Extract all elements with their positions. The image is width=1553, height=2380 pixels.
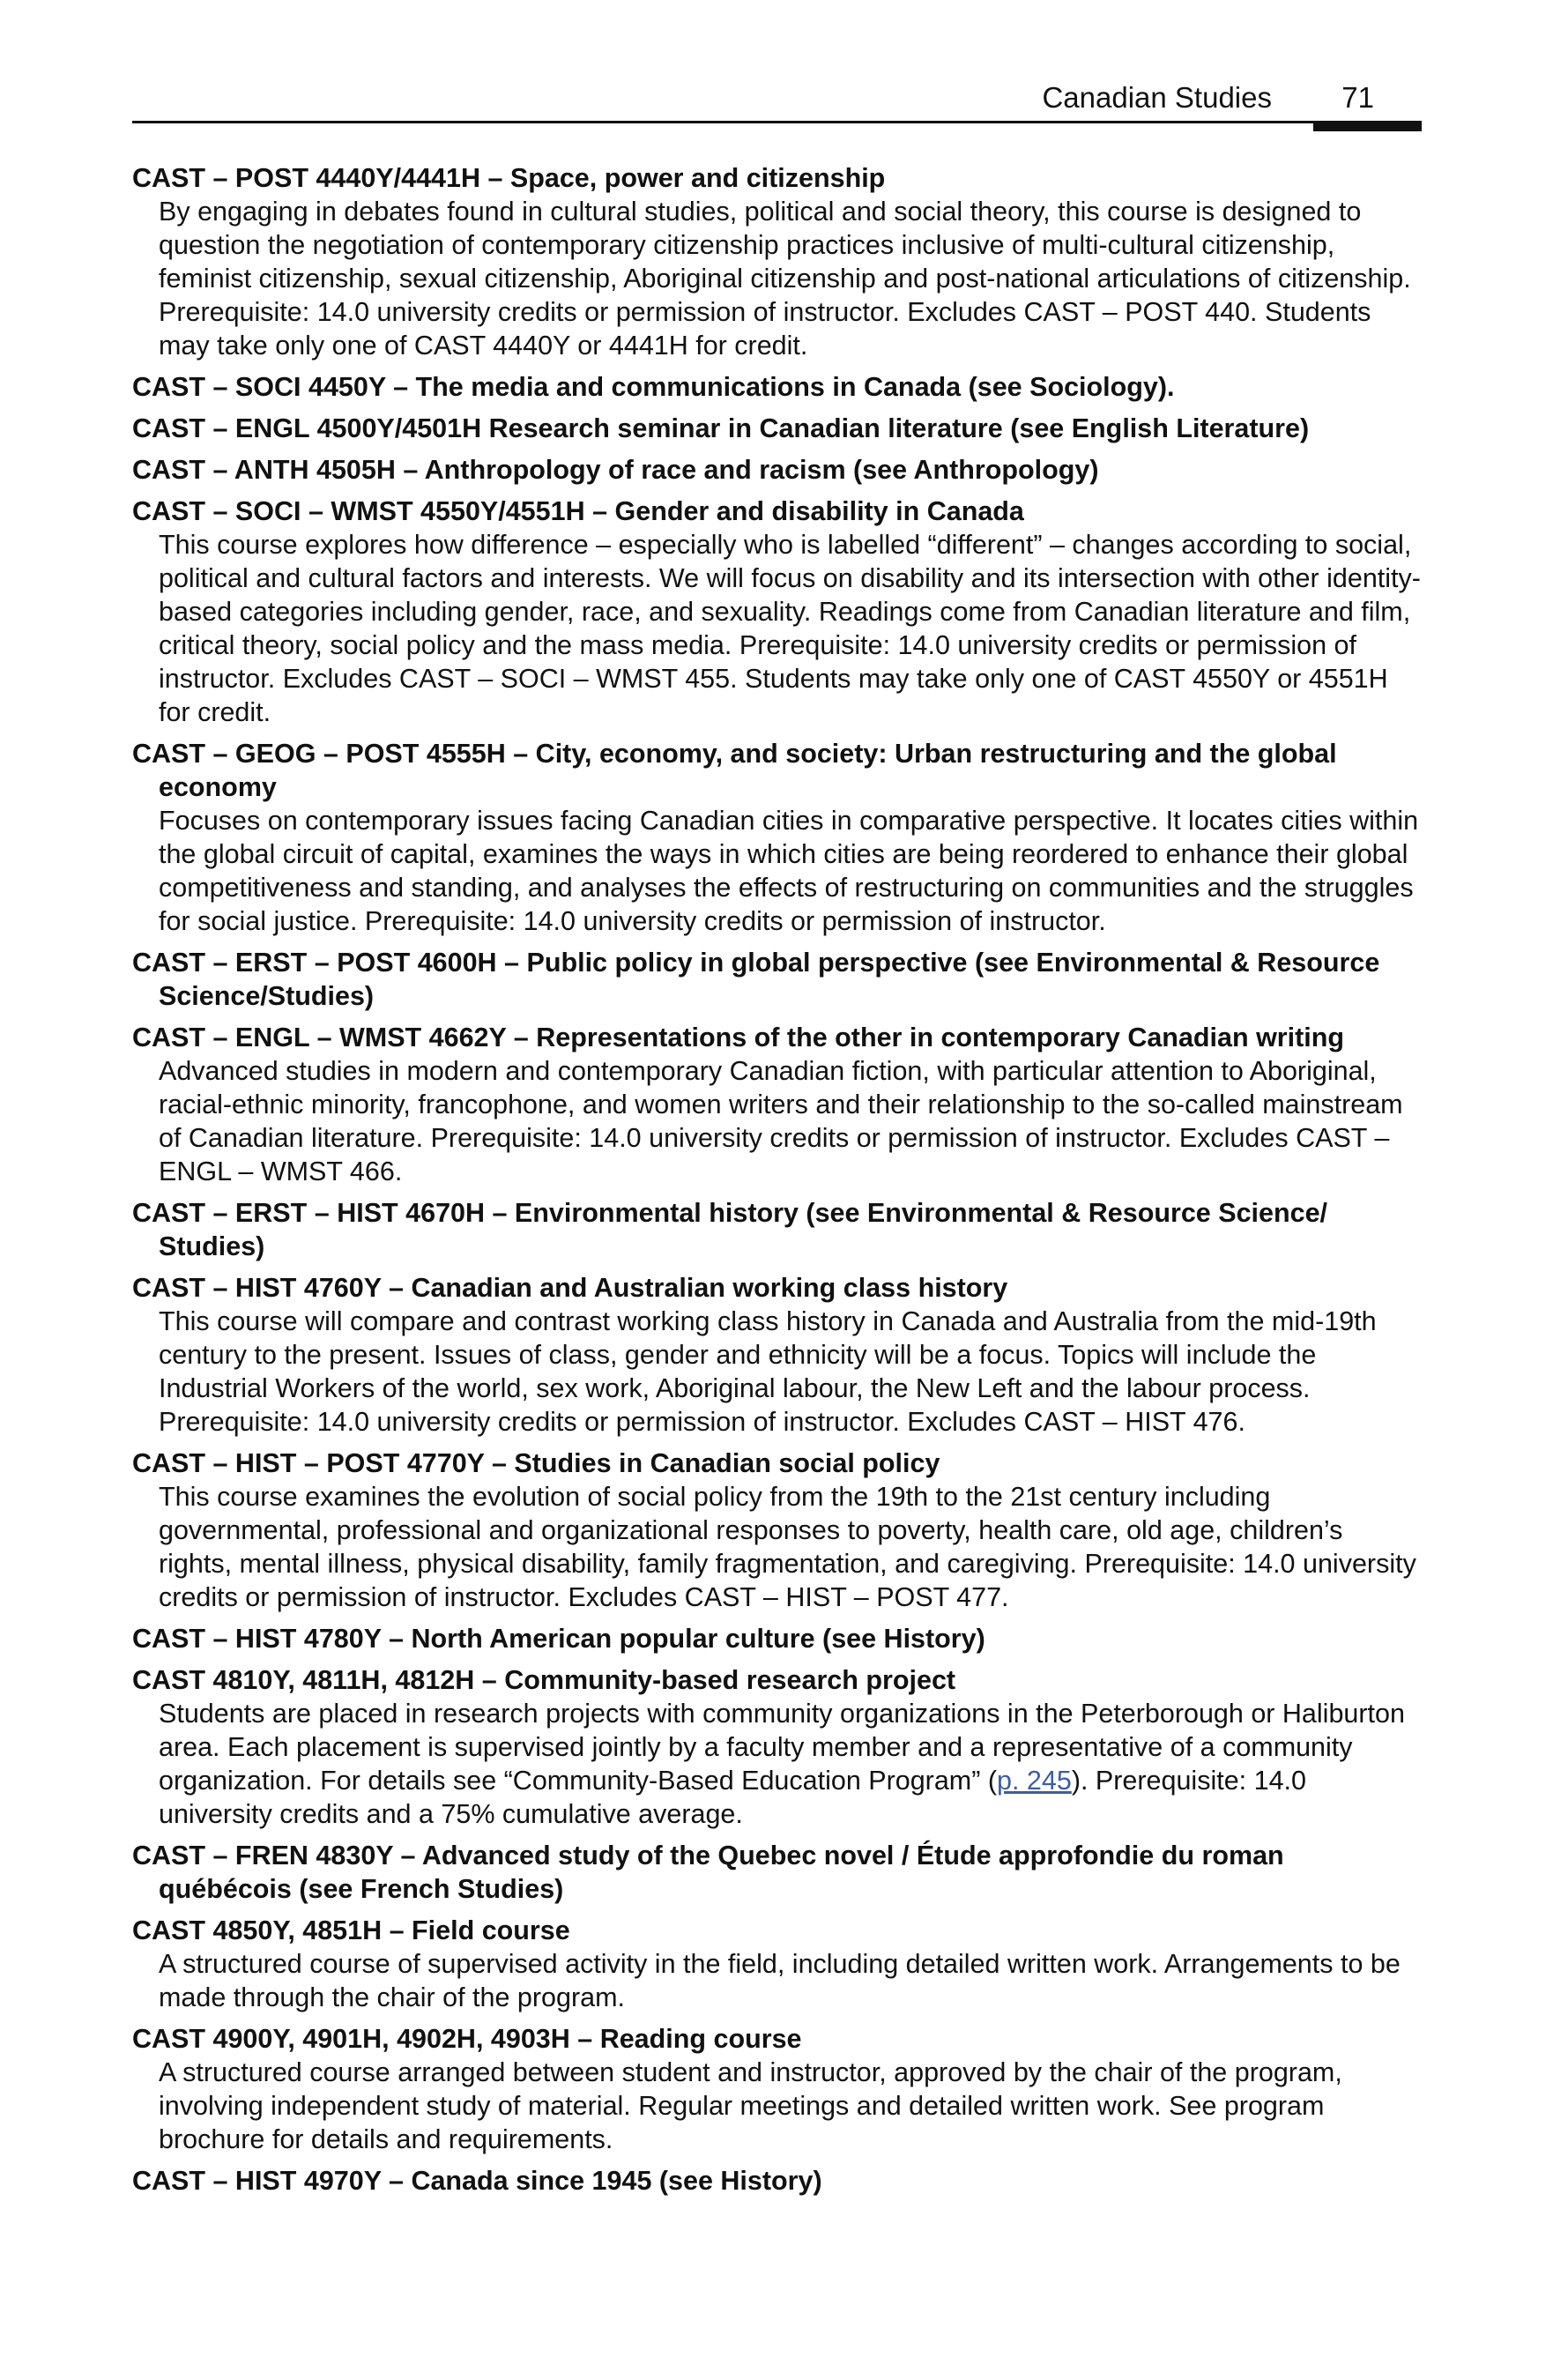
course-entry-4830 [132, 1839, 1421, 1906]
course-title: CAST – SOCI – WMST 4550Y/4551H – Gender and disability in Canada [132, 496, 1024, 526]
course-title: CAST – ANTH 4505H – Anthropology of race and racism (see Anthropology) [132, 455, 1099, 485]
course-title: CAST 4850Y, 4851H – Field course [132, 1915, 570, 1945]
course-entry-4670 [132, 1196, 1421, 1263]
course-entry-4550 [132, 495, 1421, 729]
page-number: 71 [1341, 81, 1374, 114]
course-entry-4850 [132, 1914, 1421, 2014]
course-title: CAST – HIST – POST 4770Y – Studies in Canadian social policy [132, 1448, 940, 1478]
course-title: CAST – HIST 4760Y – Canadian and Australian working class history [132, 1273, 1008, 1303]
course-description: A structured course arranged between student and instructor, approved by the chair of the program, involving independent study of material. Regular meetings and detailed written work. See program brochure for details and requirements. [159, 2057, 1342, 2154]
header-rule [132, 121, 1422, 123]
course-entry-4770 [132, 1447, 1421, 1614]
course-title: CAST – HIST 4780Y – North American popular culture (see History) [132, 1624, 985, 1654]
course-title: CAST – POST 4440Y/4441H – Space, power and citizenship [132, 163, 886, 193]
course-description: Focuses on contemporary issues facing Canadian cities in comparative perspective. It locates cities within the global circuit of capital, examines the ways in which cities are being reordered to enhance their global competitiveness and standing, and analyses the effects of restructuring on communities and the struggles for social justice. Prerequisite: 14.0 university credits or permission of instructor. [159, 806, 1419, 936]
course-entry-4440 [132, 161, 1421, 362]
course-entry-4900 [132, 2022, 1421, 2156]
course-description: Advanced studies in modern and contemporary Canadian fiction, with particular attention to Aboriginal, racial-ethnic minority, francophone, and women writers and their relationship to the so-called mainstream of Canadian literature. Prerequisite: 14.0 university credits or permission of instructor. Excludes CAST – ENGL – WMST 466. [159, 1056, 1403, 1186]
course-title: CAST – SOCI 4450Y – The media and communications in Canada (see Sociology). [132, 372, 1175, 402]
course-entry-4450 [132, 370, 1421, 404]
course-title: CAST 4810Y, 4811H, 4812H – Community-based research project [132, 1665, 956, 1695]
course-description: This course explores how difference – especially who is labelled “different” – changes according to social, political and cultural factors and interests. We will focus on disability and its intersection with other identity-based categories including gender, race, and sexuality. Readings come from Canadian literature and film, critical theory, social policy and the mass media. Prerequisite: 14.0 university credits or permission of instructor. Excludes CAST – SOCI – WMST 455. Students may take only one of CAST 4550Y or 4551H for credit. [159, 530, 1421, 727]
course-title: CAST – FREN 4830Y – Advanced study of the Quebec novel / Étude approfondie du roman québécois (see French Studies) [132, 1841, 1284, 1904]
description-text: Students are placed in research projects with community organizations in the Peterborough or Haliburton area. Each placement is supervised jointly by a faculty member and a representative of a community organization. For details see “Community-Based Education Program” ( [159, 1699, 1405, 1796]
course-description: This course will compare and contrast working class history in Canada and Australia from the mid-19th century to the present. Issues of class, gender and ethnicity will be a focus. Topics will include the Industrial Workers of the world, sex work, Aboriginal labour, the New Left and the labour process. Prerequisite: 14.0 university credits or permission of instructor. Excludes CAST – HIST 476. [159, 1306, 1377, 1437]
course-title: CAST – HIST 4970Y – Canada since 1945 (see History) [132, 2166, 822, 2196]
course-entry-4505 [132, 453, 1421, 487]
description-text: ). Prerequisite: 14.0 university credits and a 75% cumulative average. [159, 1766, 1306, 1829]
course-description: A structured course of supervised activity in the field, including detailed written work. Arrangements to be made through the chair of the program. [159, 1949, 1401, 2012]
course-title: CAST – ERST – POST 4600H – Public policy in global perspective (see Environmental & Resource Science/Studies) [132, 948, 1380, 1011]
course-entry-4555 [132, 737, 1421, 938]
course-entry-4780 [132, 1622, 1421, 1655]
section-title: Canadian Studies [1042, 81, 1272, 114]
course-entry-4600 [132, 946, 1421, 1013]
course-description [132, 1697, 1421, 1831]
course-title: CAST – ENGL 4500Y/4501H Research seminar in Canadian literature (see English Literature) [132, 413, 1310, 443]
course-title: CAST – ERST – HIST 4670H – Environmental history (see Environmental & Resource Science/ Studies) [132, 1198, 1327, 1261]
course-entry-4810 [132, 1663, 1421, 1831]
course-entry-4500 [132, 412, 1421, 445]
course-description: By engaging in debates found in cultural studies, political and social theory, this course is designed to question the negotiation of contemporary citizenship practices inclusive of multi-cultural citizenship, feminist citizenship, sexual citizenship, Aboriginal citizenship and post-national articulations of citizenship. Prerequisite: 14.0 university credits or permission of instructor. Excludes CAST – POST 440. Students may take only one of CAST 4440Y or 4441H for credit. [159, 197, 1411, 361]
course-title: CAST 4900Y, 4901H, 4902H, 4903H – Reading course [132, 2024, 802, 2054]
header-tab-bar [1313, 121, 1422, 131]
page-reference-link[interactable]: p. 245 [997, 1766, 1072, 1796]
course-entry-4760 [132, 1271, 1421, 1439]
course-entry-4662 [132, 1021, 1421, 1188]
course-entry-4970 [132, 2164, 1421, 2198]
course-description: This course examines the evolution of social policy from the 19th to the 21st century including governmental, professional and organizational responses to poverty, health care, old age, children’s rights, mental illness, physical disability, family fragmentation, and caregiving. Prerequisite: 14.0 university credits or permission of instructor. Excludes CAST – HIST – POST 477. [159, 1482, 1416, 1612]
course-title: CAST – ENGL – WMST 4662Y – Representations of the other in contemporary Canadian writing [132, 1023, 1345, 1052]
course-title: CAST – GEOG – POST 4555H – City, economy, and society: Urban restructuring and the global economy [132, 739, 1337, 802]
course-list [132, 161, 1421, 2205]
page-header [132, 78, 1422, 132]
